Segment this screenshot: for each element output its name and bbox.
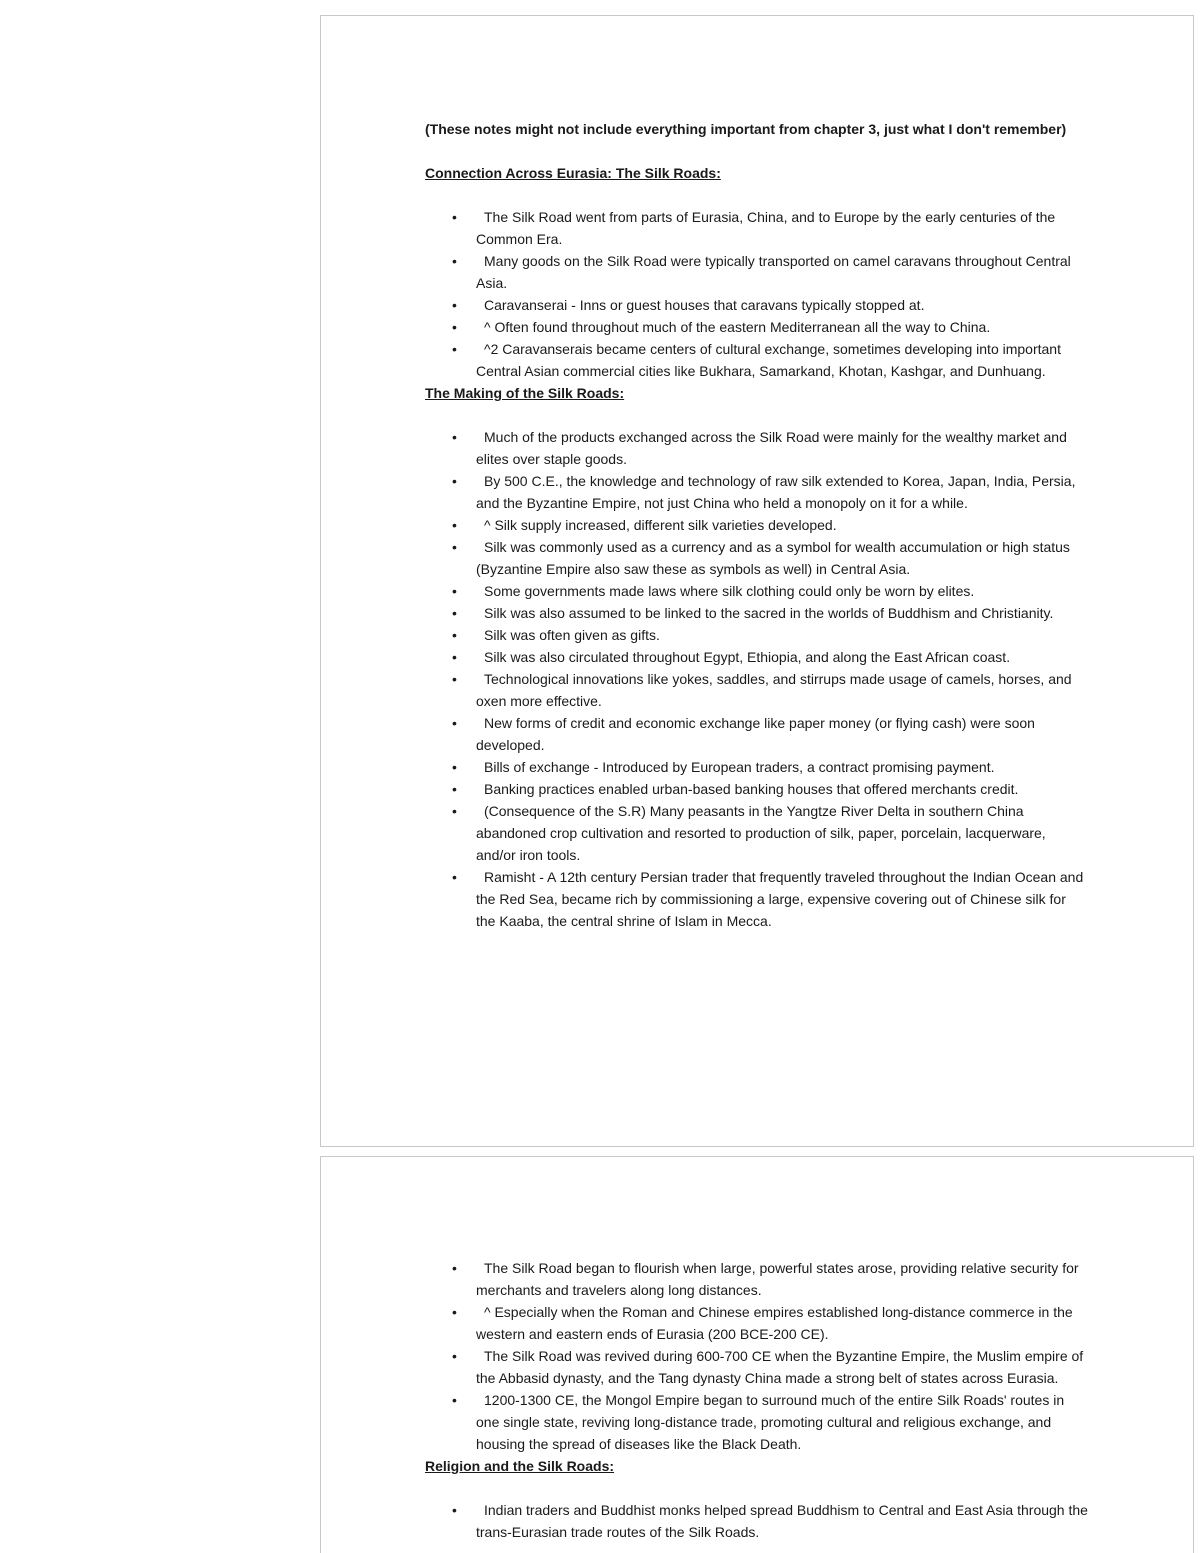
bullet-icon: • bbox=[452, 803, 457, 819]
list-item: • Indian traders and Buddhist monks helped spread Buddhism to Central and East Asia through the trans-Eurasian trade routes of the Silk Roads. bbox=[425, 1499, 1089, 1543]
bullet-icon: • bbox=[452, 869, 457, 885]
list-item: • Bills of exchange - Introduced by European traders, a contract promising payment. bbox=[425, 756, 1089, 778]
list-item: • Much of the products exchanged across the Silk Road were mainly for the wealthy market and elites over staple goods. bbox=[425, 426, 1089, 470]
bullet-icon: • bbox=[452, 605, 457, 621]
bullet-icon: • bbox=[452, 1502, 457, 1518]
bullet-icon: • bbox=[452, 671, 457, 687]
bullet-icon: • bbox=[452, 649, 457, 665]
section-heading-connection: Connection Across Eurasia: The Silk Roads: bbox=[425, 165, 721, 181]
section-heading-religion: Religion and the Silk Roads: bbox=[425, 1458, 615, 1474]
list-item: • Silk was often given as gifts. bbox=[425, 624, 1089, 646]
list-item: • Silk was also assumed to be linked to the sacred in the worlds of Buddhism and Christianity. bbox=[425, 602, 1089, 624]
page-2-content bbox=[425, 1257, 1089, 1543]
bullet-icon: • bbox=[452, 253, 457, 269]
bullet-icon: • bbox=[452, 319, 457, 335]
section-3-list bbox=[425, 1499, 1089, 1543]
list-item: • Many goods on the Silk Road were typically transported on camel caravans throughout Central Asia. bbox=[425, 250, 1089, 294]
list-item: • By 500 C.E., the knowledge and technology of raw silk extended to Korea, Japan, India, Persia, and the Byzantine Empire, not just China who held a monopoly on it for a while. bbox=[425, 470, 1089, 514]
bullet-icon: • bbox=[452, 583, 457, 599]
bullet-icon: • bbox=[452, 517, 457, 533]
list-item: • (Consequence of the S.R) Many peasants in the Yangtze River Delta in southern China abandoned crop cultivation and resorted to production of silk, paper, porcelain, lacquerware, and/or iron tools. bbox=[425, 800, 1089, 866]
list-item: • New forms of credit and economic exchange like paper money (or flying cash) were soon developed. bbox=[425, 712, 1089, 756]
section-2-list bbox=[425, 426, 1089, 932]
list-item: • Technological innovations like yokes, saddles, and stirrups made usage of camels, horses, and oxen more effective. bbox=[425, 668, 1089, 712]
bullet-icon: • bbox=[452, 781, 457, 797]
document-page-2 bbox=[320, 1156, 1194, 1553]
bullet-icon: • bbox=[452, 297, 457, 313]
bullet-icon: • bbox=[452, 1392, 457, 1408]
page-1-content bbox=[425, 118, 1089, 932]
section-1-list bbox=[425, 206, 1089, 382]
list-item: • Ramisht - A 12th century Persian trader that frequently traveled throughout the Indian Ocean and the Red Sea, became rich by commissioning a large, expensive covering out of Chinese silk for the Kaaba, the central shrine of Islam in Mecca. bbox=[425, 866, 1089, 932]
document-page-1 bbox=[320, 15, 1194, 1147]
list-item: • The Silk Road was revived during 600-700 CE when the Byzantine Empire, the Muslim empire of the Abbasid dynasty, and the Tang dynasty China made a strong belt of states across Eurasia. bbox=[425, 1345, 1089, 1389]
bullet-icon: • bbox=[452, 1260, 457, 1276]
list-item: • The Silk Road went from parts of Eurasia, China, and to Europe by the early centuries of the Common Era. bbox=[425, 206, 1089, 250]
list-item: • Some governments made laws where silk clothing could only be worn by elites. bbox=[425, 580, 1089, 602]
bullet-icon: • bbox=[452, 1348, 457, 1364]
bullet-icon: • bbox=[452, 627, 457, 643]
list-item: • ^ Especially when the Roman and Chinese empires established long-distance commerce in the western and eastern ends of Eurasia (200 BCE-200 CE). bbox=[425, 1301, 1089, 1345]
continued-list bbox=[425, 1257, 1089, 1455]
bullet-icon: • bbox=[452, 473, 457, 489]
list-item: • Silk was commonly used as a currency and as a symbol for wealth accumulation or high status (Byzantine Empire also saw these as symbols as well) in Central Asia. bbox=[425, 536, 1089, 580]
intro-note: (These notes might not include everything important from chapter 3, just what I don't remember) bbox=[425, 121, 1067, 137]
bullet-icon: • bbox=[452, 1304, 457, 1320]
bullet-icon: • bbox=[452, 209, 457, 225]
bullet-icon: • bbox=[452, 715, 457, 731]
list-item: • Caravanserai - Inns or guest houses that caravans typically stopped at. bbox=[425, 294, 1089, 316]
list-item: • ^ Silk supply increased, different silk varieties developed. bbox=[425, 514, 1089, 536]
section-heading-making: The Making of the Silk Roads: bbox=[425, 385, 625, 401]
bullet-icon: • bbox=[452, 539, 457, 555]
bullet-icon: • bbox=[452, 759, 457, 775]
list-item: • ^2 Caravanserais became centers of cultural exchange, sometimes developing into important Central Asian commercial cities like Bukhara, Samarkand, Khotan, Kashgar, and Dunhuang. bbox=[425, 338, 1089, 382]
bullet-icon: • bbox=[452, 341, 457, 357]
list-item: • Banking practices enabled urban-based banking houses that offered merchants credit. bbox=[425, 778, 1089, 800]
list-item: • Silk was also circulated throughout Egypt, Ethiopia, and along the East African coast. bbox=[425, 646, 1089, 668]
bullet-icon: • bbox=[452, 429, 457, 445]
list-item: • ^ Often found throughout much of the eastern Mediterranean all the way to China. bbox=[425, 316, 1089, 338]
list-item: • The Silk Road began to flourish when large, powerful states arose, providing relative security for merchants and travelers along long distances. bbox=[425, 1257, 1089, 1301]
list-item: • 1200-1300 CE, the Mongol Empire began to surround much of the entire Silk Roads' routes in one single state, reviving long-distance trade, promoting cultural and religious exchange, and housing the spread of diseases like the Black Death. bbox=[425, 1389, 1089, 1455]
